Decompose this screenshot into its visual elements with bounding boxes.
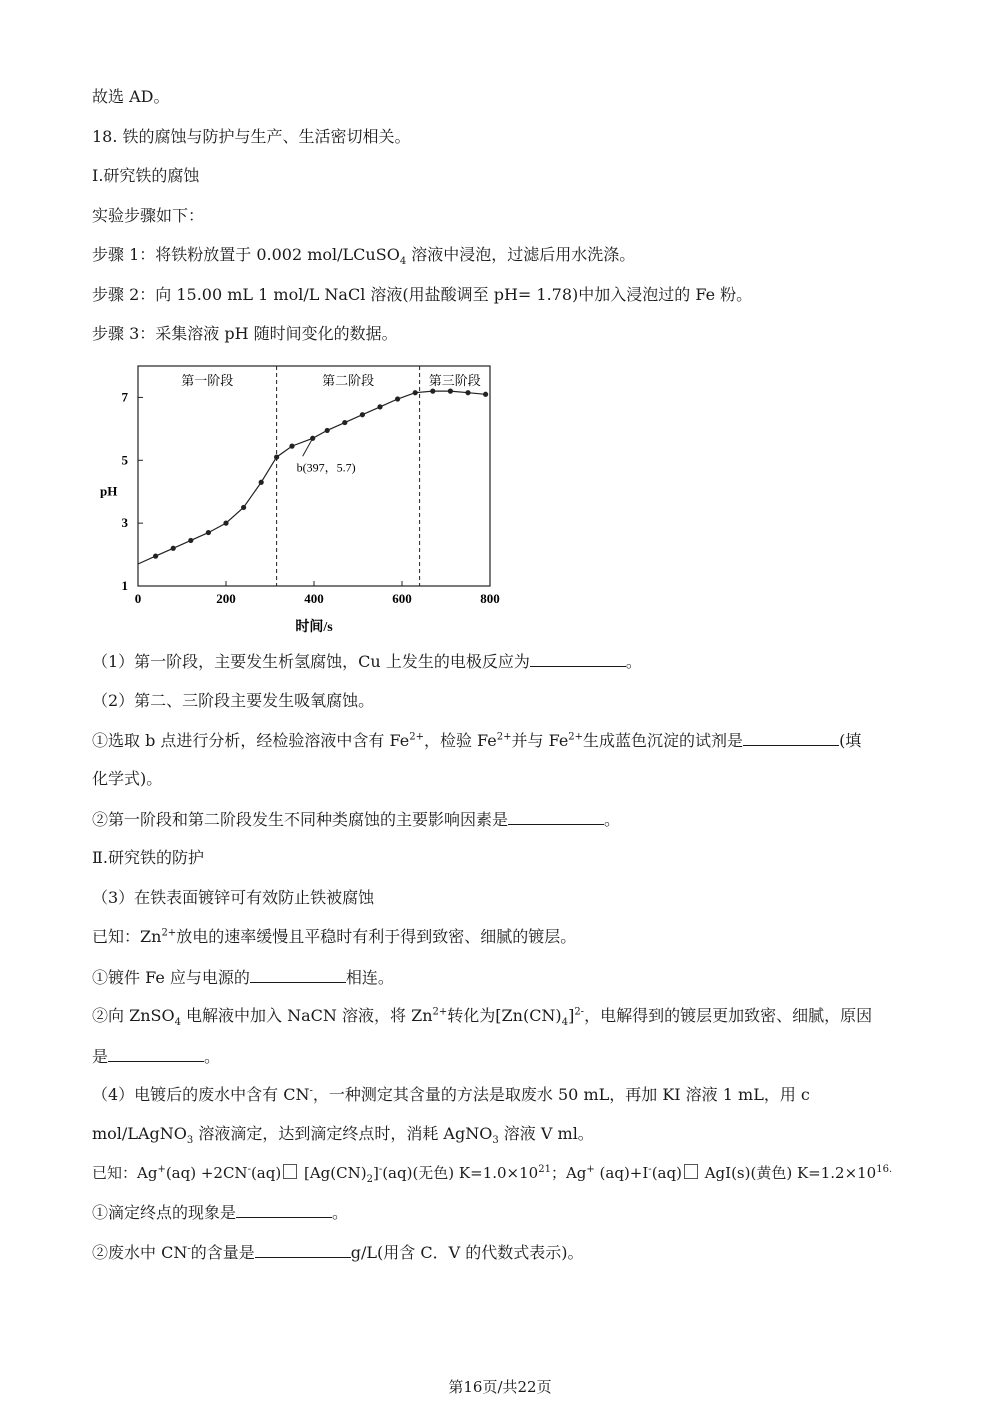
data-point <box>206 530 211 535</box>
answer-blank <box>108 1045 204 1062</box>
given-info: 已知：$Zn^{2+}$放电的速率缓慢且平稳时有利于得到致密、细腻的镀层。 <box>92 927 577 946</box>
data-point <box>171 546 176 551</box>
stage-label: 第一阶段 <box>181 373 234 388</box>
x-tick-label: 400 <box>304 591 324 606</box>
stage-label: 第二阶段 <box>322 373 375 388</box>
question-2-1: ①选取 b 点进行分析，经检验溶液中含有 $Fe^{2+}$，检验 $Fe^{2+}$并与 $Fe^{2+}$生成蓝色沉淀的试剂是 (填 <box>92 731 862 750</box>
question-3-2: ②向 ZnSO$_4$ 电解液中加入 NaCN 溶液，将 $Zn^{2+}$转化为$[Zn(CN)_4]^{2-}$，电解得到的镀层更加致密、细腻，原因 <box>92 1006 873 1029</box>
step-1: 步骤 1：将铁粉放置于 0.002 mol/LCuSO$_4$ 溶液中浸泡，过滤后用水洗涤。 <box>92 245 636 268</box>
data-point <box>223 521 228 526</box>
x-tick-label: 600 <box>392 591 412 606</box>
given-equilibria: 已知：Ag+(aq) +2CN-(aq) $[Ag(CN)_2]^-(aq)$(无色) $K=1.0\times 10^{21}$；Ag+ (aq)+I-(aq) AgI(s)(黄色) $K=1.2\times 10^{16.}$ <box>92 1164 893 1185</box>
question-3: （3）在铁表面镀锌可有效防止铁被腐蚀 <box>92 888 375 907</box>
question-4-2: ②废水中 CN-的含量是 g/L(用含 C．V 的代数式表示)。 <box>92 1243 584 1262</box>
plot-frame <box>138 366 490 586</box>
x-tick-label: 800 <box>480 591 500 606</box>
data-point <box>310 436 315 441</box>
stage-label: 第三阶段 <box>428 373 481 388</box>
question-4-1: ①滴定终点的现象是 。 <box>92 1203 349 1222</box>
answer-blank <box>530 650 626 667</box>
x-axis-label: 时间/s <box>295 620 333 635</box>
section-heading: Ⅰ.研究铁的腐蚀 <box>92 166 200 185</box>
data-point <box>448 389 453 394</box>
annotation-label: b(397，5.7) <box>296 460 356 475</box>
data-point <box>360 412 365 417</box>
question-1: （1）第一阶段，主要发生析氢腐蚀，Cu 上发生的电极反应为 。 <box>92 652 642 671</box>
data-point <box>377 404 382 409</box>
data-point <box>465 390 470 395</box>
x-tick-label: 0 <box>134 591 142 606</box>
y-axis-label: pH <box>100 483 118 499</box>
data-point <box>274 455 279 460</box>
question-2-1-cont: 化学式)。 <box>92 769 163 788</box>
data-point <box>259 480 264 485</box>
data-point <box>342 420 347 425</box>
question-3-2-cont: 是 。 <box>92 1047 221 1066</box>
answer-blank <box>255 1241 351 1258</box>
answer-blank <box>743 729 839 746</box>
answer-blank <box>236 1201 332 1218</box>
question-4: （4）电镀后的废水中含有 CN-，一种测定其含量的方法是取废水 50 mL，再加 KI 溶液 1 mL，用 c <box>92 1085 810 1104</box>
question-2-2: ②第一阶段和第二阶段发生不同种类腐蚀的主要影响因素是 。 <box>92 810 621 829</box>
text-line: 故选 AD。 <box>92 87 170 106</box>
x-tick-label: 200 <box>216 591 236 606</box>
y-tick-label: 5 <box>121 452 128 468</box>
y-tick-label: 3 <box>121 515 128 531</box>
data-point <box>289 444 294 449</box>
answer-blank <box>508 808 604 825</box>
page-footer: 第16页/共22页 <box>448 1378 552 1396</box>
answer-blank <box>250 966 346 983</box>
data-point <box>153 554 158 559</box>
equilibrium-symbol-icon <box>684 1164 698 1179</box>
question-4-cont: mol/LAgNO$_3$ 溶液滴定，达到滴定终点时，消耗 AgNO$_3$ 溶液 V ml。 <box>92 1124 594 1147</box>
data-point <box>395 396 400 401</box>
data-point <box>413 390 418 395</box>
ph-time-chart <box>96 358 516 648</box>
section-heading: Ⅱ.研究铁的防护 <box>92 848 204 867</box>
step-3: 步骤 3：采集溶液 pH 随时间变化的数据。 <box>92 324 398 343</box>
step-2: 步骤 2：向 15.00 mL 1 mol/L NaCl 溶液(用盐酸调至 pH= 1.78)中加入浸泡过的 Fe 粉。 <box>92 285 753 304</box>
question-3-1: ①镀件 Fe 应与电源的 相连。 <box>92 968 394 987</box>
y-tick-label: 1 <box>121 578 128 593</box>
y-tick-label: 7 <box>121 389 128 405</box>
data-point <box>430 389 435 394</box>
text-line: 实验步骤如下： <box>92 206 205 225</box>
equilibrium-symbol-icon <box>283 1164 297 1179</box>
question-title: 18. 铁的腐蚀与防护与生产、生活密切相关。 <box>92 127 411 146</box>
data-point <box>325 428 330 433</box>
data-point <box>188 538 193 543</box>
question-2: （2）第二、三阶段主要发生吸氧腐蚀。 <box>92 691 375 710</box>
data-point <box>241 505 246 510</box>
data-point <box>483 392 488 397</box>
